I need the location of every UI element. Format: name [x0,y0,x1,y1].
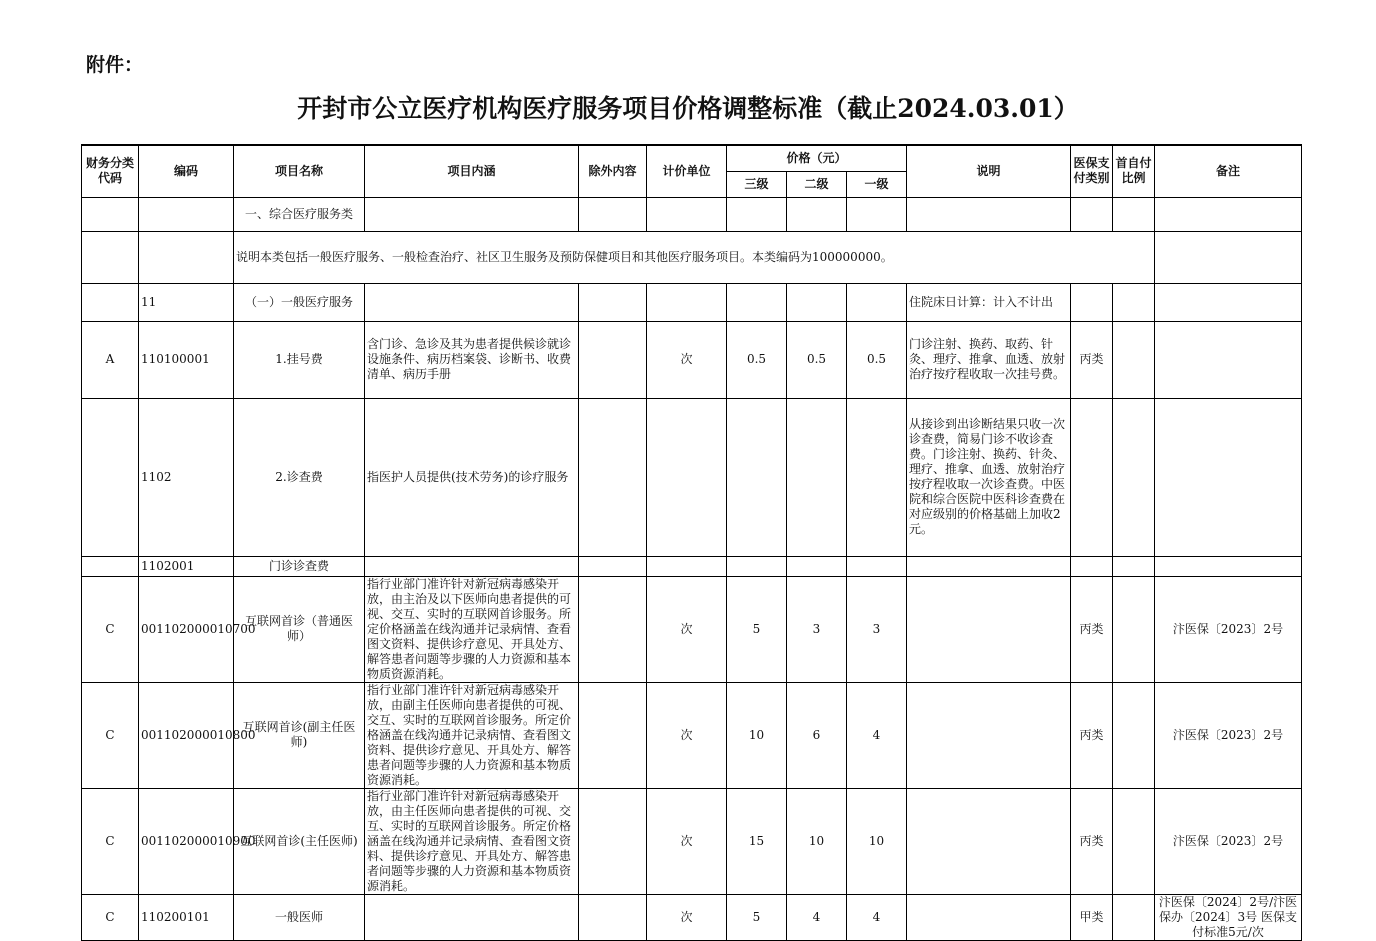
table-row [82,894,1302,940]
cell-name: 门诊诊查费 [234,556,365,576]
cell-name: （一）一般医疗服务 [234,283,365,321]
document-title: 开封市公立医疗机构医疗服务项目价格调整标准（截止2024.03.01） [297,94,1079,123]
cell-code: 001102000010900 [139,788,234,894]
cell-self-pay [1113,398,1155,556]
cell-name: 2.诊查费 [234,398,365,556]
cell-note [907,682,1071,788]
cell-unit [647,556,727,576]
header-insurance: 医保支付类别 [1071,145,1113,197]
cell-insurance [1071,556,1113,576]
table-row [82,398,1302,556]
header-remark: 备注 [1155,145,1302,197]
cell-content [365,556,579,576]
cell-remark: 汴医保〔2023〕2号 [1155,576,1302,682]
cell-remark [1155,283,1302,321]
price-table [81,144,1302,941]
cell-code: 11 [139,283,234,321]
cell-price1 [847,283,907,321]
cell-name: 一般医师 [234,894,365,940]
cell-remark [1155,398,1302,556]
cell-unit: 次 [647,788,727,894]
cell-price2: 4 [787,894,847,940]
cell-excluded [579,682,647,788]
cell-insurance [1071,398,1113,556]
cell-code: 1102001 [139,556,234,576]
cell-self-pay [1113,321,1155,398]
cell-price3 [727,398,787,556]
cell-code: 1102 [139,398,234,556]
cell-excluded [579,398,647,556]
cell-price3: 5 [727,894,787,940]
table-row [82,321,1302,398]
cell-code [139,231,234,283]
cell-code: 001102000010700 [139,576,234,682]
table-row [82,231,1302,283]
cell-price1 [847,197,907,231]
cell-remark [1155,321,1302,398]
cell-excluded [579,576,647,682]
cell-insurance: 甲类 [1071,894,1113,940]
cell-price3: 15 [727,788,787,894]
cell-price2 [787,283,847,321]
header-price-group: 价格（元） [727,145,907,171]
cell-name: 一、综合医疗服务类 [234,197,365,231]
header-unit: 计价单位 [647,145,727,197]
cell-price1: 4 [847,894,907,940]
cell-unit: 次 [647,576,727,682]
cell-finance: C [82,576,139,682]
cell-name: 1.挂号费 [234,321,365,398]
cell-content: 指行业部门准许针对新冠病毒感染开放，由主任医师向患者提供的可视、交互、实时的互联网首诊服务。所定价格涵盖在线沟通并记录病情、查看图文资料、提供诊疗意见、开具处方、解答患者问题等步骤的人力资源和基本物质资源消耗。 [365,788,579,894]
cell-self-pay [1113,576,1155,682]
cell-remark [1155,197,1302,231]
cell-price1 [847,398,907,556]
cell-note [907,556,1071,576]
cell-code: 001102000010800 [139,682,234,788]
cell-price2: 0.5 [787,321,847,398]
cell-finance [82,197,139,231]
table-row [82,682,1302,788]
cell-finance [82,556,139,576]
cell-unit: 次 [647,682,727,788]
header-level1: 一级 [847,171,907,197]
cell-price2 [787,398,847,556]
cell-self-pay [1113,894,1155,940]
cell-content [365,197,579,231]
cell-unit: 次 [647,894,727,940]
cell-self-pay [1113,197,1155,231]
header-level2: 二级 [787,171,847,197]
table-row [82,556,1302,576]
cell-price3 [727,283,787,321]
cell-note: 住院床日计算：计入不计出 [907,283,1071,321]
cell-finance: A [82,321,139,398]
cell-code [139,197,234,231]
cell-note [907,576,1071,682]
table-row [82,197,1302,231]
cell-name: 互联网首诊(主任医师) [234,788,365,894]
cell-finance: C [82,682,139,788]
cell-insurance [1071,283,1113,321]
cell-content: 指行业部门准许针对新冠病毒感染开放，由主治及以下医师向患者提供的可视、交互、实时的互联网首诊服务。所定价格涵盖在线沟通并记录病情、查看图文资料、提供诊疗意见、开具处方、解答患者问题等步骤的人力资源和基本物质资源消耗。 [365,576,579,682]
table-row [82,788,1302,894]
cell-excluded [579,283,647,321]
cell-excluded [579,197,647,231]
cell-price3: 0.5 [727,321,787,398]
cell-name: 互联网首诊(副主任医师) [234,682,365,788]
cell-excluded [579,321,647,398]
cell-insurance: 丙类 [1071,682,1113,788]
cell-code: 110200101 [139,894,234,940]
cell-excluded [579,556,647,576]
cell-content: 指医护人员提供(技术劳务)的诊疗服务 [365,398,579,556]
header-self-pay: 首自付比例 [1113,145,1155,197]
cell-remark: 汴医保〔2023〕2号 [1155,788,1302,894]
header-excluded: 除外内容 [579,145,647,197]
cell-price1: 3 [847,576,907,682]
cell-self-pay [1113,788,1155,894]
category-description: 说明本类包括一般医疗服务、一般检查治疗、社区卫生服务及预防保健项目和其他医疗服务项目。本类编码为100000000。 [234,231,1155,283]
cell-price3 [727,197,787,231]
cell-price2 [787,197,847,231]
cell-insurance: 丙类 [1071,576,1113,682]
cell-excluded [579,788,647,894]
cell-finance: C [82,788,139,894]
cell-price3: 5 [727,576,787,682]
cell-unit [647,197,727,231]
cell-finance [82,283,139,321]
cell-remark [1155,231,1302,283]
cell-remark: 汴医保〔2024〕2号/汴医保办〔2024〕3号 医保支付标准5元/次 [1155,894,1302,940]
cell-note [907,788,1071,894]
cell-price2: 3 [787,576,847,682]
cell-finance [82,398,139,556]
cell-insurance: 丙类 [1071,788,1113,894]
cell-price3 [727,556,787,576]
header-name: 项目名称 [234,145,365,197]
cell-insurance: 丙类 [1071,321,1113,398]
attachment-label: 附件： [86,54,144,76]
cell-note [907,197,1071,231]
cell-code: 110100001 [139,321,234,398]
cell-price1: 4 [847,682,907,788]
header-content: 项目内涵 [365,145,579,197]
cell-insurance [1071,197,1113,231]
table-row [82,283,1302,321]
cell-content [365,283,579,321]
header-note: 说明 [907,145,1071,197]
cell-price2: 10 [787,788,847,894]
cell-unit [647,398,727,556]
header-finance-code: 财务分类代码 [82,145,139,197]
cell-price1: 10 [847,788,907,894]
cell-remark [1155,556,1302,576]
header-level3: 三级 [727,171,787,197]
cell-content: 指行业部门准许针对新冠病毒感染开放，由副主任医师向患者提供的可视、交互、实时的互联网首诊服务。所定价格涵盖在线沟通并记录病情、查看图文资料、提供诊疗意见、开具处方、解答患者问题等步骤的人力资源和基本物质资源消耗。 [365,682,579,788]
cell-self-pay [1113,556,1155,576]
cell-note: 门诊注射、换药、取药、针灸、理疗、推拿、血透、放射治疗按疗程收取一次挂号费。 [907,321,1071,398]
cell-finance: C [82,894,139,940]
cell-price2 [787,556,847,576]
cell-excluded [579,894,647,940]
cell-self-pay [1113,682,1155,788]
cell-note: 从接诊到出诊断结果只收一次诊查费，简易门诊不收诊查费。门诊注射、换药、针灸、理疗、推拿、血透、放射治疗按疗程收取一次诊查费。中医院和综合医院中医科诊查费在对应级别的价格基础上加收2元。 [907,398,1071,556]
cell-self-pay [1113,283,1155,321]
cell-unit [647,283,727,321]
cell-name: 互联网首诊（普通医师） [234,576,365,682]
cell-price1 [847,556,907,576]
cell-price3: 10 [727,682,787,788]
header-code: 编码 [139,145,234,197]
cell-content: 含门诊、急诊及其为患者提供候诊就诊设施条件、病历档案袋、诊断书、收费清单、病历手册 [365,321,579,398]
cell-unit: 次 [647,321,727,398]
cell-content [365,894,579,940]
cell-note [907,894,1071,940]
table-row [82,576,1302,682]
cell-finance [82,231,139,283]
cell-price1: 0.5 [847,321,907,398]
cell-remark: 汴医保〔2023〕2号 [1155,682,1302,788]
cell-price2: 6 [787,682,847,788]
